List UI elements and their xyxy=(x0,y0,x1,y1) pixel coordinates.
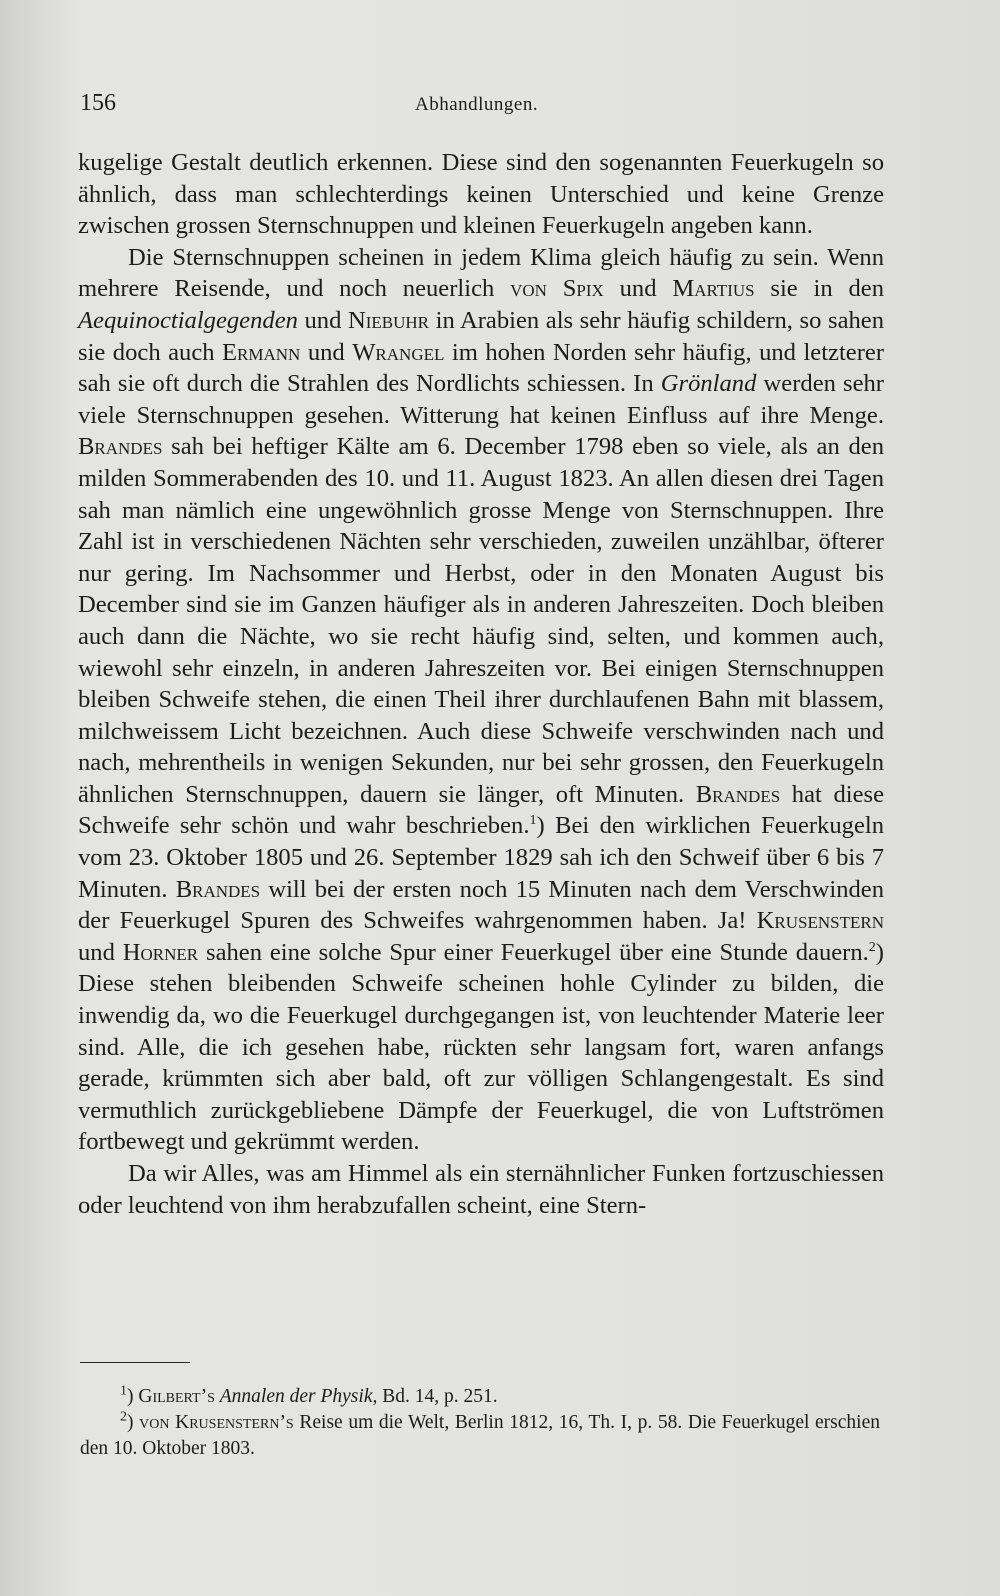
person-name-krusenstern: Krusenstern’s xyxy=(175,1412,294,1433)
page-number: 156 xyxy=(80,90,116,116)
footnote-rule xyxy=(80,1362,190,1363)
running-head: Abhandlungen. xyxy=(415,94,539,115)
text-span: will bei der ersten noch 15 Minuten nach dem Verschwinden der Feuerkugel Spuren des Schweifes wahrgenommen haben. Ja! xyxy=(78,875,884,935)
text-span: sie in den xyxy=(754,275,884,303)
person-name-martius: Martius xyxy=(672,275,755,303)
footnote-mark: 1 xyxy=(120,1383,127,1399)
text-span: ) Bei den wirklichen Feuerkugeln vom 23. Oktober 1805 und 26. September 1829 sah ich den Schweif über 6 bis 7 Minuten. xyxy=(78,812,884,903)
footnote-text: Reise um die Welt, Berlin 1812, 16, Th. I, p. 58. Die Feuerkugel erschien den 10. Oktober 1803. xyxy=(80,1412,880,1459)
person-name-ermann: Ermann xyxy=(222,338,301,366)
paragraph-2 xyxy=(78,242,884,1158)
text-span: und xyxy=(300,338,353,366)
person-name-gilbert: Gilbert’s xyxy=(138,1386,215,1407)
text-span: Die Sternschnuppen scheinen in jedem Klima gleich häufig zu sein. Wenn mehrere Reisende, und noch neuerlich xyxy=(78,243,884,303)
footnote-text: Bd. 14, p. 251. xyxy=(377,1386,498,1407)
person-name-niebuhr: Niebuhr xyxy=(347,306,430,334)
text-span: und xyxy=(297,306,348,334)
person-name-horner: Horner xyxy=(122,938,199,966)
page-header xyxy=(80,90,940,130)
person-name-spix: von Spix xyxy=(510,275,604,303)
footnote-ref-1[interactable]: 1 xyxy=(529,813,537,829)
person-name-brandes: Brandes xyxy=(78,433,163,461)
footnote-mark: 2 xyxy=(120,1409,127,1425)
paragraph-3: Da wir Alles, was am Himmel als ein sternähnlicher Funken fortzuschiessen oder leuchtend von ihm herabzufallen scheint, eine Stern- xyxy=(78,1160,884,1219)
footnote-2: $^2$) von Krusenstern’s Reise um die Welt, Berlin 1812, 16, Th. I, p. 58. Die Feuerkugel erschien den 10. Oktober 1803. xyxy=(80,1409,880,1459)
text-span: und xyxy=(603,275,673,303)
text-span: sahen eine solche Spur einer Feuerkugel über eine Stunde dauern. xyxy=(198,938,869,966)
text-span: im hohen Norden sehr häufig, und letzterer sah sie oft durch die Strahlen des Nordlichts schiessen. In xyxy=(78,338,885,398)
text-span: sah bei heftiger Kälte am 6. December 1798 eben so viele, als an den milden Sommerabenden des 10. und 11. August 1823. An allen diesen drei Tagen sah man nämlich eine ungewöhnlich grosse Menge von Sternschnuppen. Ihre Zahl ist in verschiedenen Nächten sehr verschieden, zuweilen unzählbar, öfterer nur gering. Im Nachsommer und Herbst, oder in den Monaten August bis December sind sie im Ganzen häufiger als in anderen Jahreszeiten. Doch bleiben auch dann die Nächte, wo sie recht häufig sind, selten, und kommen auch, wiewohl sehr einzeln, in anderen Jahreszeiten vor. Bei einigen Sternschnuppen bleiben Schweife stehen, die einen Theil ihrer durchlaufenen Bahn mit blassem, milchweissem Licht bezeichnen. Auch diese Schweife verschwinden nach und nach, mehrentheils in wenigen Sekunden, nur bei sehr grossen, den Feuerkugeln ähnlichen Sternschnuppen, dauern sie länger, oft Minuten. xyxy=(78,433,884,808)
footnote-1: $^1$) Gilbert’s Annalen der Physik, Bd. 14, p. 251. xyxy=(120,1383,498,1407)
body-text xyxy=(78,147,884,1221)
footnote-ref-2[interactable]: 2 xyxy=(868,939,876,955)
person-name-wrangel: Wrangel xyxy=(352,338,445,366)
place-name-groenland: Grönland xyxy=(660,370,757,398)
person-name-brandes: Brandes xyxy=(175,875,261,903)
person-name-krusenstern: Krusenstern xyxy=(756,907,884,935)
text-span: in Arabien als sehr häufig schildern, so sahen sie doch auch xyxy=(78,306,884,366)
person-name-brandes: Brandes xyxy=(695,780,781,808)
journal-title: Annalen der Physik, xyxy=(219,1386,378,1407)
place-name-aequinoctial: Aequinoctialgegenden xyxy=(78,306,298,334)
footnotes xyxy=(80,1384,880,1462)
text-span: und xyxy=(78,938,123,966)
text-span: werden sehr viele Sternschnuppen gesehen. Witterung hat keinen Einfluss auf ihre Menge. xyxy=(78,370,884,429)
paragraph-1: kugelige Gestalt deutlich erkennen. Diese sind den sogenannten Feuerkugeln so ähnlich, dass man schlechterdings keinen Unterschied und keine Grenze zwischen grossen Sternschnuppen und kleinen Feuerkugeln angeben kann. xyxy=(78,149,884,240)
prefix-von: von xyxy=(139,1412,176,1433)
text-span: ) Diese stehen bleibenden Schweife scheinen hohle Cylinder zu bilden, die inwendig da, wo die Feuerkugel durchgegangen ist, von leuchtender Materie leer sind. Alle, die ich gesehen habe, rückten sehr langsam fort, waren anfangs gerade, krümmten sich aber bald, oft zur völligen Schlangengestalt. Es sind vermuthlich zurückgebliebene Dämpfe der Feuerkugel, die von Luftströmen fortbewegt und gekrümmt werden. xyxy=(78,938,884,1156)
text-span: hat diese Schweife sehr schön und wahr beschrieben. xyxy=(78,780,884,840)
